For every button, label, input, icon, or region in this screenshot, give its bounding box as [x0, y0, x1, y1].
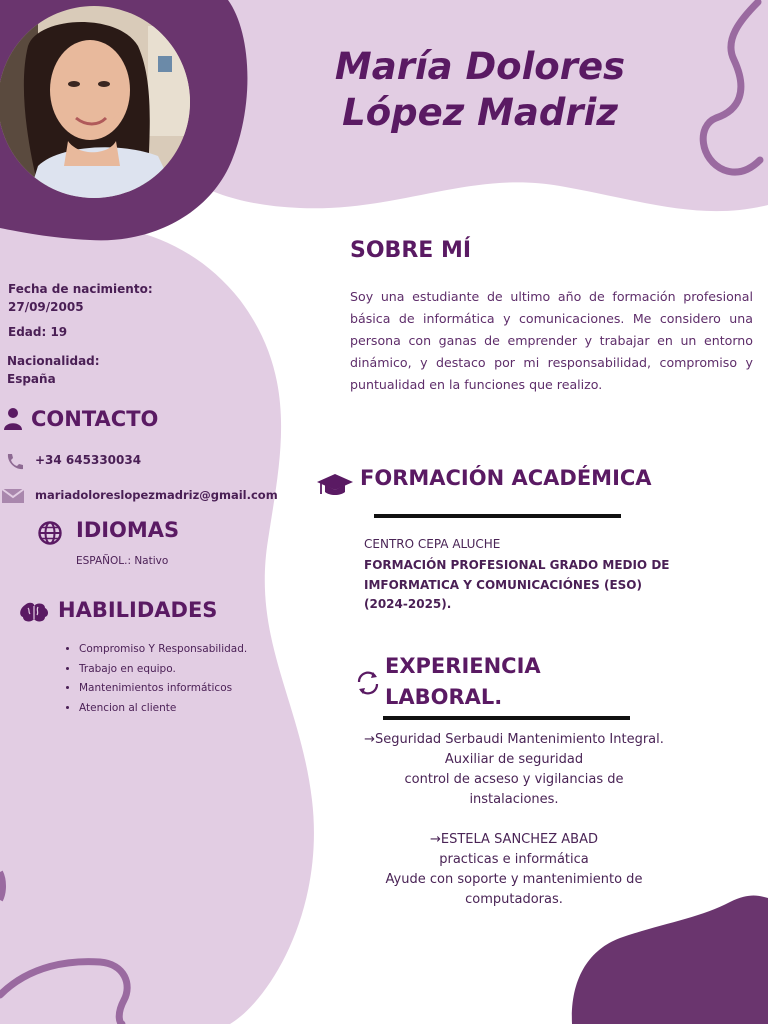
- education-center: CENTRO CEPA ALUCHE: [364, 537, 501, 551]
- about-title: SOBRE MÍ: [350, 238, 472, 263]
- phone-icon: [5, 452, 25, 472]
- nationality-block: [7, 352, 100, 388]
- name-line-1: María Dolores: [334, 45, 626, 88]
- nationality-value: España: [7, 372, 56, 386]
- skills-list: [61, 640, 281, 718]
- skill-item: • Trabajo en equipo.: [79, 660, 281, 680]
- person-icon: [3, 407, 23, 431]
- skills-title: HABILIDADES: [58, 598, 218, 622]
- globe-icon: [38, 521, 62, 545]
- experience-title-line-2: LABORAL.: [385, 685, 503, 709]
- education-title: FORMACIÓN ACADÉMICA: [360, 466, 652, 490]
- language-item: ESPAÑOL.: Nativo: [76, 555, 169, 567]
- bottom-right-blob: [572, 896, 768, 1024]
- name-line-2: López Madriz: [342, 91, 618, 134]
- degree-line-1: FORMACIÓN PROFESIONAL GRADO MEDIO DE: [364, 558, 670, 572]
- languages-title: IDIOMAS: [76, 518, 180, 542]
- experience-divider: [383, 716, 630, 720]
- job-2-desc-2: computadoras.: [465, 892, 563, 907]
- brain-icon: [19, 601, 49, 623]
- age-value: Edad: 19: [8, 325, 68, 339]
- job-1-desc-1: control de acseso y vigilancias de: [404, 772, 624, 787]
- refresh-icon: [355, 670, 381, 696]
- full-name: [300, 44, 660, 136]
- skill-item: • Atencion al cliente: [79, 699, 281, 719]
- email-icon: [1, 488, 25, 504]
- job-2-desc-1: Ayude con soporte y mantenimiento de: [385, 872, 643, 887]
- graduation-cap-icon: [316, 472, 354, 498]
- profile-photo: [0, 6, 190, 198]
- job-2-role: practicas e informática: [439, 852, 589, 867]
- left-blob-shape: [0, 223, 314, 1024]
- education-degree: [364, 556, 669, 615]
- birth-date-label: Fecha de nacimiento:: [8, 282, 153, 296]
- job-entry-2: [352, 830, 676, 910]
- job-entry-1: [352, 730, 676, 810]
- birth-date-block: [8, 280, 153, 316]
- contact-title: CONTACTO: [31, 407, 159, 431]
- degree-line-2: IMFORMATICA Y COMUNICACIÓNES (ESO): [364, 577, 642, 592]
- experience-title: [385, 651, 541, 713]
- nationality-label: Nacionalidad:: [7, 354, 100, 368]
- experience-title-line-1: EXPERIENCIA: [385, 654, 541, 678]
- left-edge-squiggle: [0, 872, 3, 900]
- email-address[interactable]: mariadoloreslopezmadriz@gmail.com: [35, 488, 278, 502]
- job-1-role: Auxiliar de seguridad: [444, 752, 584, 767]
- phone-number[interactable]: +34 645330034: [35, 453, 142, 467]
- degree-line-3: (2024-2025).: [364, 597, 452, 611]
- birth-date-value: 27/09/2005: [8, 300, 84, 314]
- about-text: Soy una estudiante de ultimo año de formación profesional básica de informática y comunicaciones. Me considero una persona con ganas de emprender y trabajar en un entorno dinámico, y destaco por mi responsabilidad, compromiso y puntualidad en la funciones que realizo.: [350, 289, 753, 392]
- job-1-company: →Seguridad Serbaudi Mantenimiento Integral.: [364, 732, 664, 747]
- skill-item: • Mantenimientos informáticos: [79, 679, 281, 699]
- job-2-company: →ESTELA SANCHEZ ABAD: [429, 832, 598, 847]
- job-1-desc-2: instalaciones.: [469, 792, 559, 807]
- skill-item: • Compromiso Y Responsabilidad.: [79, 640, 281, 660]
- education-divider: [374, 514, 621, 518]
